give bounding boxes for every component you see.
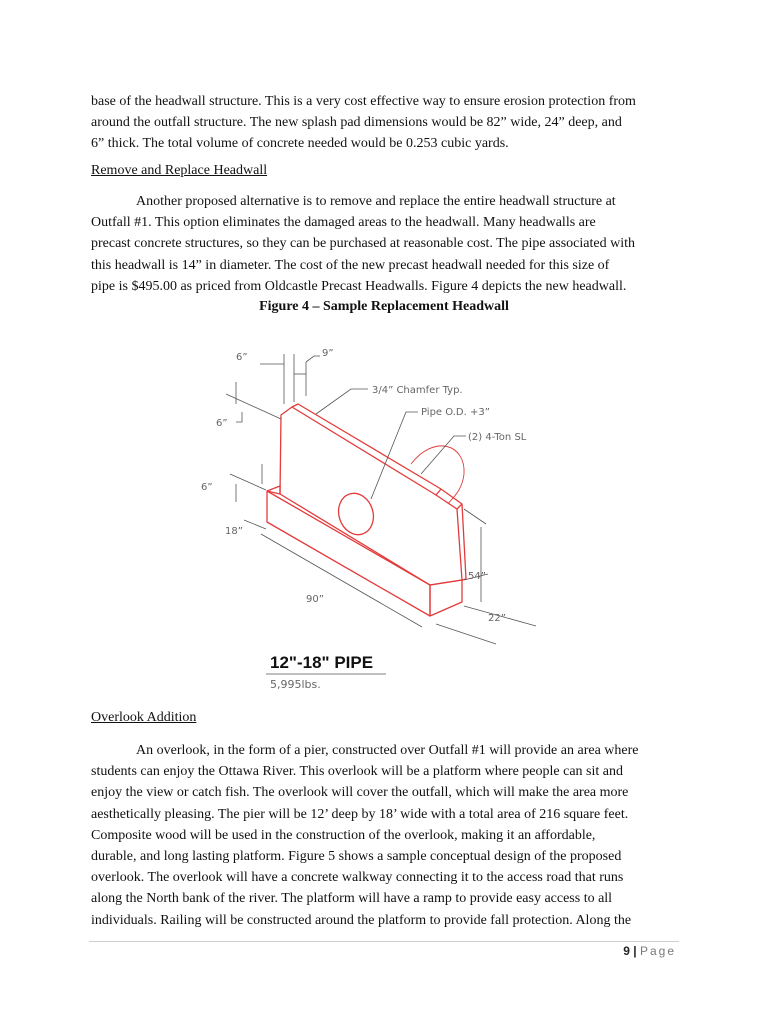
dim-label-base-height: 18” bbox=[225, 526, 243, 537]
sl-label: (2) 4-Ton SL bbox=[468, 432, 527, 443]
base-end-face bbox=[430, 580, 462, 616]
wall-front-face bbox=[280, 407, 462, 585]
footer-separator: | bbox=[633, 944, 637, 958]
dim-label-height: 54” bbox=[468, 571, 486, 582]
section-heading-overlook: Overlook Addition bbox=[91, 710, 197, 725]
base-front-face bbox=[267, 491, 430, 616]
dim-label-left-mid: 6” bbox=[201, 482, 213, 493]
text-line: Outfall #1. This option eliminates the damaged areas to the headwall. Many headwalls are bbox=[91, 215, 596, 231]
text-line: enjoy the view or catch fish. The overlook will cover the outfall, which will make the area more bbox=[91, 785, 629, 801]
text-line: 6” thick. The total volume of concrete needed would be 0.253 cubic yards. bbox=[91, 136, 509, 152]
text-line: students can enjoy the Ottawa River. This overlook will be a platform where people can sit and bbox=[91, 764, 623, 780]
remove-replace-paragraph bbox=[91, 191, 687, 297]
pipe-size-title: 12"-18" PIPE bbox=[270, 653, 374, 672]
chamfer-leader bbox=[316, 389, 368, 414]
dim-line bbox=[244, 520, 266, 529]
footer-divider bbox=[89, 941, 679, 942]
pipe-od-label: Pipe O.D. +3” bbox=[421, 407, 490, 418]
headwall-drawing-svg bbox=[196, 334, 571, 696]
text-line: Another proposed alternative is to remove and replace the entire headwall structure at bbox=[136, 194, 616, 209]
figure-caption: Figure 4 – Sample Replacement Headwall bbox=[259, 299, 509, 314]
dim-line bbox=[226, 394, 281, 419]
text-line: overlook. The overlook will have a concrete walkway connecting it to the access road that runs bbox=[91, 870, 624, 886]
dim-line bbox=[436, 624, 496, 644]
dim-leader bbox=[306, 356, 320, 362]
pipe-leader bbox=[371, 412, 418, 499]
dimension-lines bbox=[226, 354, 536, 674]
text-line: this headwall is 14” in diameter. The cost of the new precast headwall needed for this size of bbox=[91, 257, 610, 273]
dim-label-width: 90” bbox=[306, 594, 324, 605]
overlook-paragraph bbox=[91, 740, 687, 931]
dim-line bbox=[464, 509, 486, 524]
headwall-drawing bbox=[196, 334, 571, 696]
text-line: aesthetically pleasing. The pier will be 12’ deep by 18’ wide with a total area of 216 square feet. bbox=[91, 806, 629, 822]
dim-line bbox=[230, 474, 266, 490]
headwall-outline bbox=[267, 404, 466, 616]
dim-leader bbox=[236, 412, 242, 422]
page-footer bbox=[623, 944, 676, 958]
text-line: around the outfall structure. The new splash pad dimensions would be 82” wide, 24” deep, and bbox=[91, 115, 622, 131]
text-line: precast concrete structures, so they can be purchased at reasonable cost. The pipe associated with bbox=[91, 236, 635, 252]
text-line: individuals. Railing will be constructed around the platform to provide fall protection. Along the bbox=[91, 912, 632, 928]
page-number: 9 bbox=[623, 944, 630, 958]
wall-right-side bbox=[462, 504, 466, 580]
text-line: pipe is $495.00 as priced from Oldcastle Precast Headwalls. Figure 4 depicts the new headwall. bbox=[91, 278, 627, 294]
text-line: An overlook, in the form of a pier, constructed over Outfall #1 will provide an area where bbox=[136, 743, 639, 758]
page-word: Page bbox=[639, 944, 676, 958]
chamfer-line bbox=[436, 489, 441, 495]
text-line: base of the headwall structure. This is a very cost effective way to ensure erosion protection from bbox=[91, 94, 636, 109]
section-heading-remove-replace: Remove and Replace Headwall bbox=[91, 163, 268, 178]
dim-label-depth: 22” bbox=[488, 613, 506, 624]
text-line: along the North bank of the river. The platform will have a ramp to provide easy access to all bbox=[91, 891, 613, 907]
dim-label-top-right: 9” bbox=[322, 348, 334, 359]
text-line: durable, and long lasting platform. Figure 5 shows a sample conceptual design of the proposed bbox=[91, 849, 622, 865]
dim-label-top-left: 6” bbox=[236, 352, 248, 363]
intro-paragraph bbox=[91, 91, 687, 155]
headwall-weight: 5,995lbs. bbox=[270, 678, 321, 691]
text-line: Composite wood will be used in the construction of the overlook, making it an affordable, bbox=[91, 827, 596, 843]
dim-line bbox=[261, 534, 422, 627]
chamfer-label: 3/4” Chamfer Typ. bbox=[372, 385, 463, 396]
dim-label-left-upper: 6” bbox=[216, 418, 228, 429]
